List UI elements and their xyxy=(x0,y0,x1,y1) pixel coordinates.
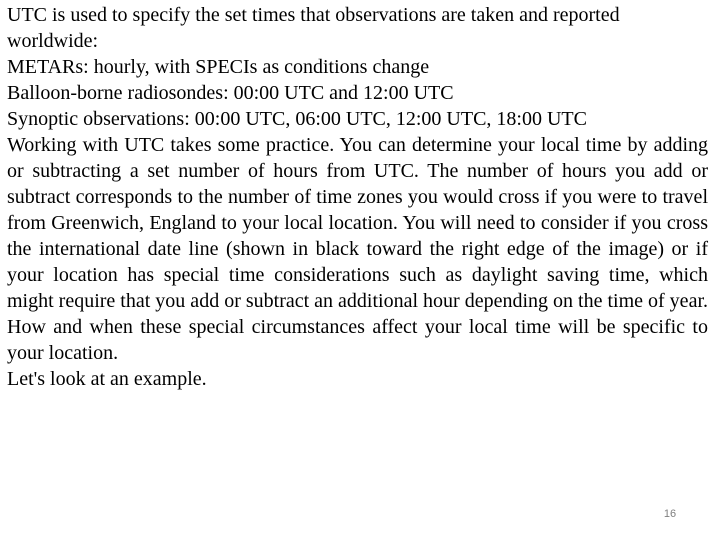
explanation-paragraph: Working with UTC takes some practice. You can determine your local time by adding or subtracting a set number of hours from UTC. The number of hours you add or subtract corresponds to the number of time zones you would cross if you were to travel from Greenwich, England to your local location. You will need to consider if you cross the international date line (shown in black toward the right edge of the image) or if your location has special time considerations such as daylight saving time, which might require that you add or subtract an additional hour depending on the time of year. How and when these special circumstances affect your local time will be specific to your location. xyxy=(7,134,708,364)
closing-text: Let's look at an example. xyxy=(7,368,207,390)
synoptic-text: Synoptic observations: 00:00 UTC, 06:00 UTC, 12:00 UTC, 18:00 UTC xyxy=(7,108,587,130)
intro-text: UTC is used to specify the set times that observations are taken and reported worldwide: xyxy=(7,4,620,52)
page-number: 16 xyxy=(663,508,677,520)
radiosondes-text: Balloon-borne radiosondes: 00:00 UTC and 12:00 UTC xyxy=(7,82,454,104)
metars-text: METARs: hourly, with SPECIs as conditions change xyxy=(7,56,430,78)
slide-body xyxy=(7,2,708,392)
